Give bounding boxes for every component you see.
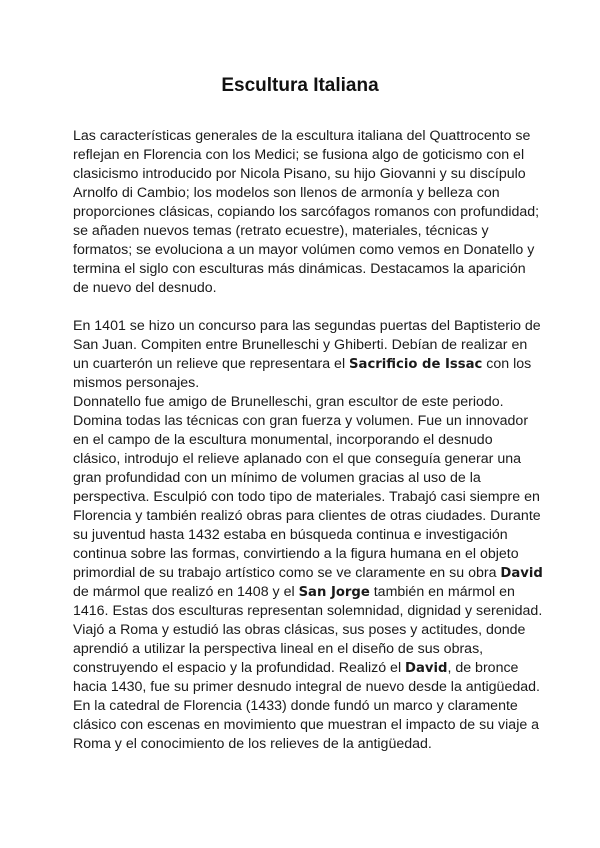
sacrificio-de-issac-title: Sacrificio de Issac [349, 357, 483, 372]
san-jorge-title: San Jorge [298, 585, 370, 600]
david-marble-title: David [500, 566, 543, 581]
donatello-text-2: de mármol que realizó en 1408 y el [73, 584, 299, 600]
rome-paragraph [73, 621, 543, 754]
competition-text-start: En 1401 se hizo un concurso para las segundas puertas del Baptisterio de San Juan. Compiten entre Brunelleschi y Ghiberti. Debían de realizar en un cuarterón un relieve que representara el [73, 318, 541, 372]
page-title: Escultura Italiana [221, 75, 379, 96]
intro-paragraph [73, 127, 543, 298]
rome-text-1: Viajó a Roma y estudió las obras clásicas, sus poses y actitudes, donde aprendió a utilizar la perspectiva lineal en el diseño de sus obras, construyendo el espacio y la profundidad. Realizó el [73, 622, 526, 676]
david-bronze-title: David [405, 661, 448, 676]
competition-paragraph [73, 317, 543, 393]
main-text-block [73, 317, 543, 754]
rome-text-2: , de bronce hacia 1430, fue su primer desnudo integral de nuevo desde la antigüedad. En la catedral de Florencia (1433) donde fundó un marco y claramente clásico con escenas en movimiento que muestran el impacto de su viaje a Roma y el conocimiento de los relieves de la antigüedad. [73, 660, 540, 752]
intro-paragraph-text: Las características generales de la escultura italiana del Quattrocento se reflejan en Florencia con los Medici; se fusiona algo de goticismo con el clasicismo introducido por Nicola Pisano, su hijo Giovanni y su discípulo Arnolfo di Cambio; los modelos son llenos de armonía y belleza con proporciones clásicas, copiando los sarcófagos romanos con profundidad; se añaden nuevos temas (retrato ecuestre), materiales, técnicas y formatos; se evoluciona a un mayor volúmen como vemos en Donatello y termina el siglo con esculturas más dinámicas. Destacamos la aparición de nuevo del desnudo. [73, 128, 540, 296]
donatello-paragraph [73, 393, 543, 621]
donatello-text-1: Donnatello fue amigo de Brunelleschi, gran escultor de este periodo. Domina todas las técnicas con gran fuerza y volumen. Fue un innovador en el campo de la escultura monumental, incorporando el desnudo clásico, introdujo el relieve aplanado con el que conseguía generar una gran profundidad con un mínimo de volumen gracias al uso de la perspectiva. Esculpió con todo tipo de materiales. Trabajó casi siempre en Florencia y también realizó obras para clientes de otras ciudades. Durante su juventud hasta 1432 estaba en búsqueda continua e investigación continua sobre las formas, convirtiendo a la figura humana en el objeto primordial de su trabajo artístico como se ve claramente en su obra [73, 394, 541, 581]
competition-text-end: con los mismos personajes. [73, 356, 532, 391]
donatello-text-3: también en mármol en 1416. Estas dos esculturas representan solemnidad, dignidad y serenidad. [73, 584, 543, 619]
